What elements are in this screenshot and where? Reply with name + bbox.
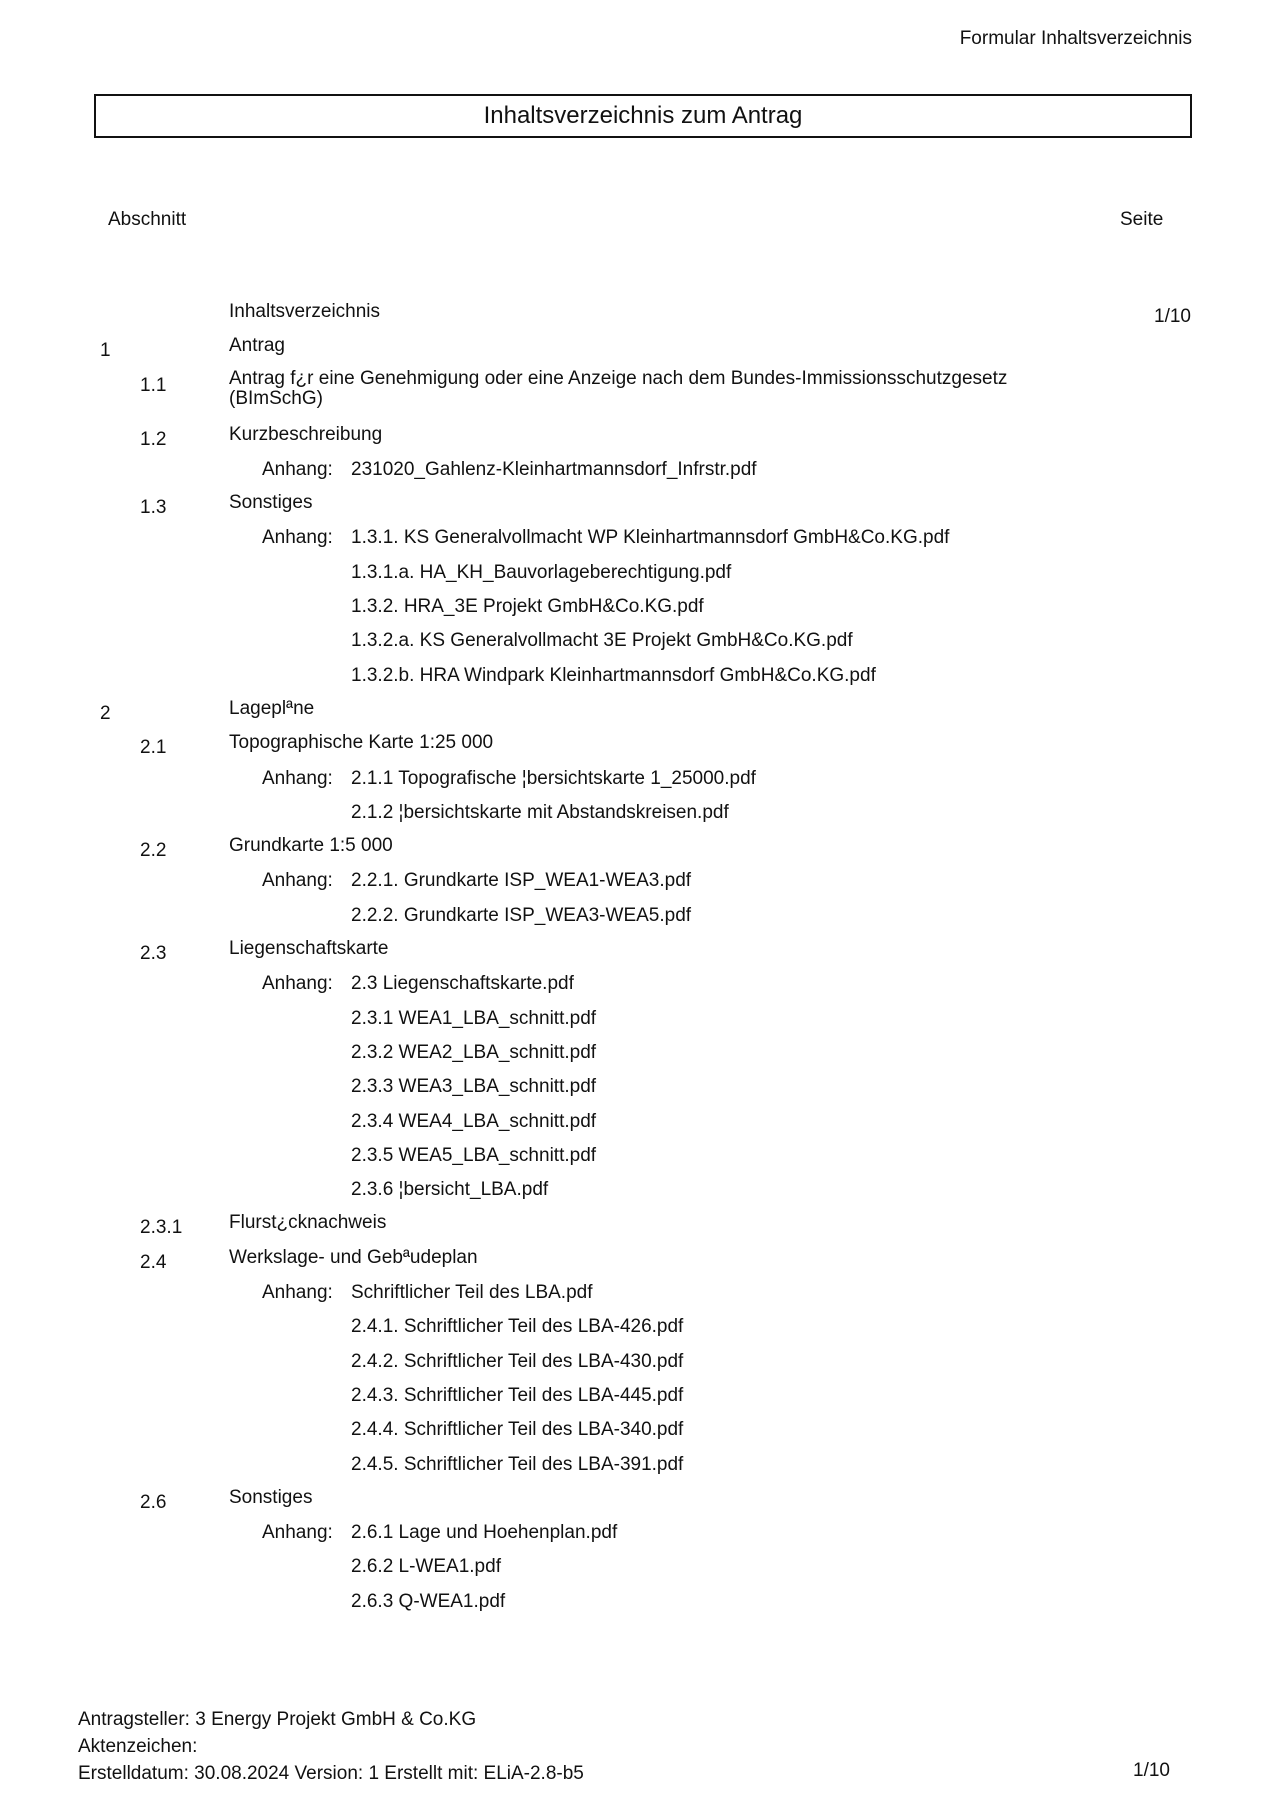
section-title: Topographische Karte 1:25 000 [229, 732, 494, 754]
footer-applicant: Antragsteller: 3 Energy Projekt GmbH & Co.KG [78, 1709, 477, 1730]
toc-entry [0, 487, 1280, 521]
toc-entry [0, 330, 1280, 364]
attachment-file[interactable]: 2.3.2 WEA2_LBA_schnitt.pdf [351, 1041, 597, 1063]
section-title: Lageplªne [229, 697, 315, 719]
column-header-page: Seite [1120, 209, 1164, 230]
attachment-file[interactable]: 2.2.1. Grundkarte ISP_WEA1-WEA3.pdf [351, 870, 692, 892]
document-title: Inhaltsverzeichnis zum Antrag [483, 102, 803, 129]
attachment-label: Anhang: [262, 1282, 333, 1304]
toc-entry [0, 296, 1280, 330]
attachment-label: Anhang: [262, 527, 333, 549]
attachment-file[interactable]: 2.1.1 Topografische ¦bersichtskarte 1_25000.pdf [351, 767, 756, 789]
section-number: 2 [100, 702, 111, 724]
section-number: 2.2 [140, 840, 167, 862]
toc-entry [0, 1242, 1280, 1276]
attachment-row [0, 556, 1280, 590]
footer-file-reference: Aktenzeichen: [78, 1736, 198, 1757]
section-title: Grundkarte 1:5 000 [229, 835, 393, 857]
attachment-file[interactable]: 2.3 Liegenschaftskarte.pdf [351, 973, 574, 995]
section-title: Antrag f¿r eine Genehmigung oder eine Anzeige nach dem Bundes-Immissionsschutzgesetz (BImSchG) [229, 367, 1008, 409]
section-page-number: 1/10 [1154, 306, 1191, 327]
table-of-contents [0, 296, 1280, 1619]
section-title: Werkslage- und Gebªudeplan [229, 1246, 478, 1268]
attachment-file[interactable]: 1.3.2.a. KS Generalvollmacht 3E Projekt GmbH&Co.KG.pdf [351, 630, 853, 652]
attachment-file[interactable]: Schriftlicher Teil des LBA.pdf [351, 1282, 593, 1304]
attachment-file[interactable]: 2.3.1 WEA1_LBA_schnitt.pdf [351, 1007, 597, 1029]
attachment-row [0, 1002, 1280, 1036]
footer-page-number: 1/10 [1133, 1760, 1170, 1781]
attachment-label: Anhang: [262, 767, 333, 789]
section-number: 2.1 [140, 737, 167, 759]
section-title: Kurzbeschreibung [229, 423, 383, 445]
section-title: Antrag [229, 335, 285, 357]
document-title-box [94, 94, 1192, 138]
attachment-file[interactable]: 2.4.3. Schriftlicher Teil des LBA-445.pdf [351, 1384, 684, 1406]
toc-entry [0, 365, 1280, 419]
section-number: 2.6 [140, 1491, 167, 1513]
attachment-file[interactable]: 2.4.2. Schriftlicher Teil des LBA-430.pdf [351, 1350, 684, 1372]
attachment-row [0, 1310, 1280, 1344]
attachment-row [0, 1448, 1280, 1482]
toc-entry [0, 1482, 1280, 1516]
attachment-file[interactable]: 1.3.1.a. HA_KH_Bauvorlageberechtigung.pdf [351, 561, 732, 583]
attachment-row [0, 1516, 1280, 1550]
attachment-label: Anhang: [262, 870, 333, 892]
attachment-row [0, 1139, 1280, 1173]
attachment-row [0, 796, 1280, 830]
attachment-row [0, 1036, 1280, 1070]
section-number: 2.3.1 [140, 1217, 183, 1239]
section-title: Sonstiges [229, 1486, 313, 1508]
attachment-file[interactable]: 2.3.3 WEA3_LBA_schnitt.pdf [351, 1076, 597, 1098]
attachment-file[interactable]: 2.6.1 Lage und Hoehenplan.pdf [351, 1522, 618, 1544]
toc-entry [0, 419, 1280, 453]
toc-entry [0, 933, 1280, 967]
attachment-file[interactable]: 2.3.4 WEA4_LBA_schnitt.pdf [351, 1110, 597, 1132]
toc-entry [0, 693, 1280, 727]
attachment-row [0, 453, 1280, 487]
attachment-label: Anhang: [262, 1522, 333, 1544]
attachment-row [0, 1070, 1280, 1104]
attachment-file[interactable]: 1.3.2.b. HRA Windpark Kleinhartmannsdorf GmbH&Co.KG.pdf [351, 664, 876, 686]
footer [78, 1706, 584, 1787]
section-number: 1.2 [140, 428, 167, 450]
section-number: 2.4 [140, 1251, 167, 1273]
attachment-label: Anhang: [262, 458, 333, 480]
section-number: 2.3 [140, 943, 167, 965]
attachment-file[interactable]: 231020_Gahlenz-Kleinhartmannsdorf_Infrstr.pdf [351, 458, 757, 480]
attachment-file[interactable]: 2.6.2 L-WEA1.pdf [351, 1556, 501, 1578]
attachment-row [0, 624, 1280, 658]
attachment-row [0, 1173, 1280, 1207]
attachment-file[interactable]: 2.4.4. Schriftlicher Teil des LBA-340.pdf [351, 1419, 684, 1441]
attachment-row [0, 1550, 1280, 1584]
section-number: 1 [100, 340, 111, 362]
attachment-row [0, 521, 1280, 555]
attachment-row [0, 899, 1280, 933]
attachment-file[interactable]: 1.3.1. KS Generalvollmacht WP Kleinhartmannsdorf GmbH&Co.KG.pdf [351, 527, 950, 549]
column-header-section: Abschnitt [108, 209, 187, 230]
attachment-row [0, 1276, 1280, 1310]
attachment-row [0, 1413, 1280, 1447]
attachment-file[interactable]: 2.6.3 Q-WEA1.pdf [351, 1590, 506, 1612]
attachment-file[interactable]: 2.4.5. Schriftlicher Teil des LBA-391.pdf [351, 1453, 684, 1475]
attachment-row [0, 1585, 1280, 1619]
attachment-row [0, 967, 1280, 1001]
attachment-label: Anhang: [262, 973, 333, 995]
section-title: Inhaltsverzeichnis [229, 301, 381, 322]
attachment-row [0, 1345, 1280, 1379]
section-title: Sonstiges [229, 492, 313, 514]
attachment-file[interactable]: 2.2.2. Grundkarte ISP_WEA3-WEA5.pdf [351, 904, 692, 926]
attachment-row [0, 1379, 1280, 1413]
section-title: Flurst¿cknachweis [229, 1212, 387, 1234]
attachment-row [0, 659, 1280, 693]
attachment-file[interactable]: 2.1.2 ¦bersichtskarte mit Abstandskreisen.pdf [351, 801, 729, 823]
attachment-file[interactable]: 1.3.2. HRA_3E Projekt GmbH&Co.KG.pdf [351, 596, 704, 618]
attachment-file[interactable]: 2.3.6 ¦bersicht_LBA.pdf [351, 1179, 549, 1201]
attachment-file[interactable]: 2.4.1. Schriftlicher Teil des LBA-426.pdf [351, 1316, 684, 1338]
footer-meta: Erstelldatum: 30.08.2024 Version: 1 Erstellt mit: ELiA-2.8-b5 [78, 1763, 584, 1784]
section-number: 1.1 [140, 374, 167, 396]
attachment-row [0, 590, 1280, 624]
toc-entry [0, 830, 1280, 864]
attachment-file[interactable]: 2.3.5 WEA5_LBA_schnitt.pdf [351, 1144, 597, 1166]
attachment-row [0, 762, 1280, 796]
toc-entry [0, 1207, 1280, 1241]
form-label: Formular Inhaltsverzeichnis [959, 28, 1192, 49]
section-title: Liegenschaftskarte [229, 938, 389, 960]
attachment-row [0, 864, 1280, 898]
toc-entry [0, 727, 1280, 761]
section-number: 1.3 [140, 497, 167, 519]
attachment-row [0, 1105, 1280, 1139]
